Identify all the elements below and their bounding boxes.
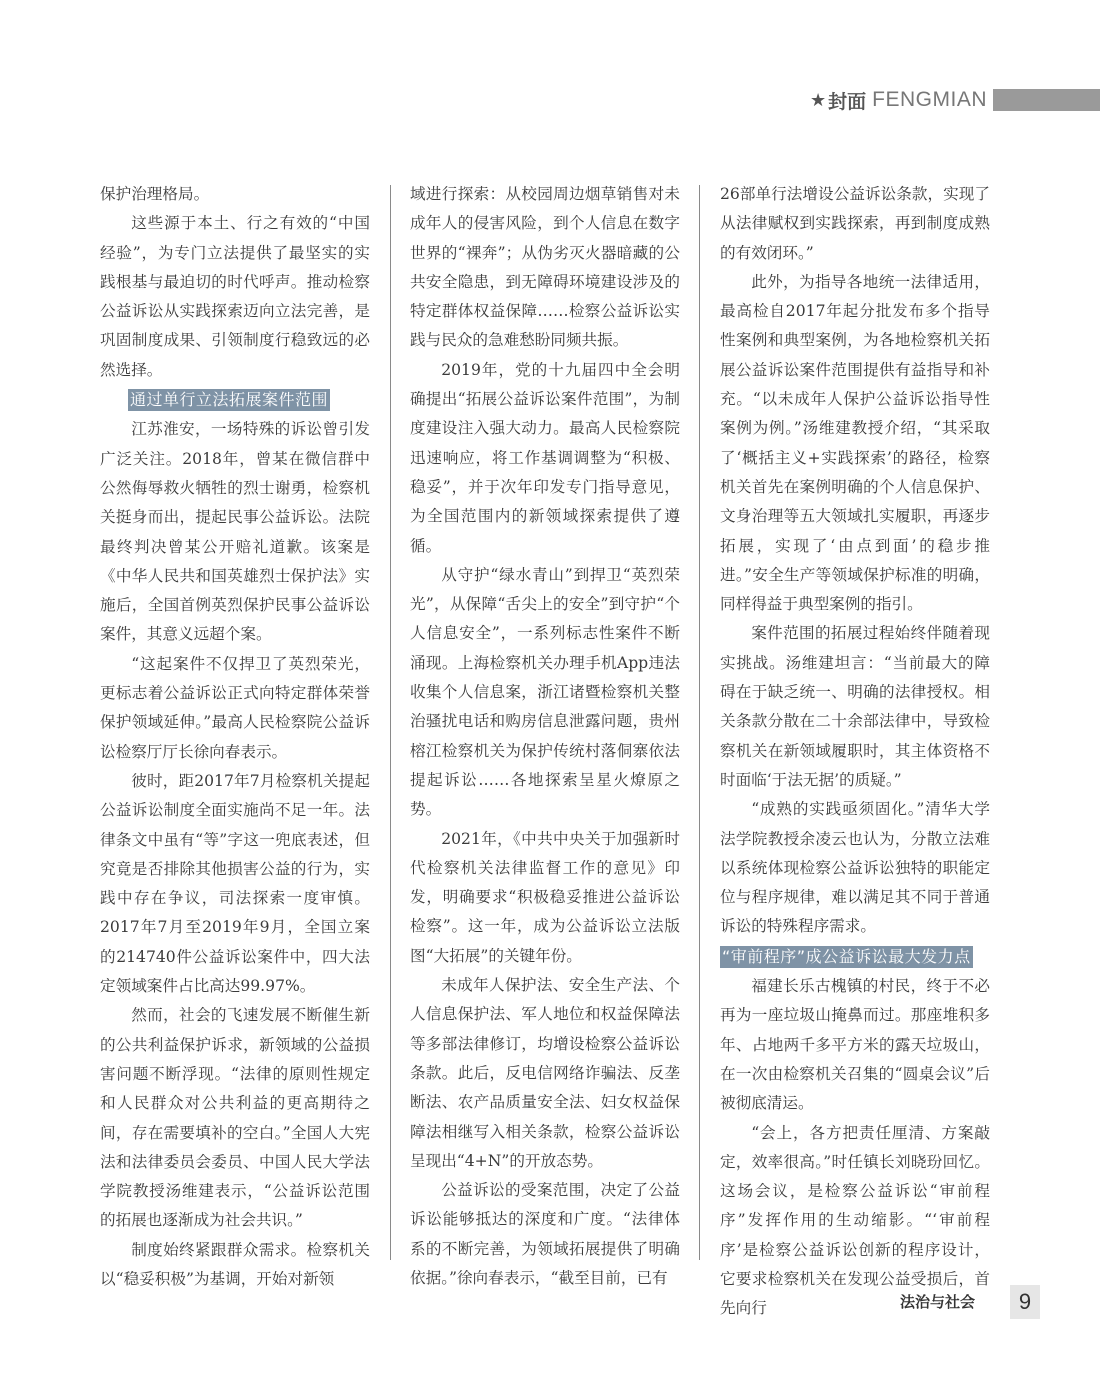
paragraph: 然而，社会的飞速发展不断催生新的公共利益保护诉求，新领域的公益损害问题不断浮现。“法律的原则性规定和人民群众对公共利益的更高期待之间，存在需要填补的空白。”全国人大宪法和法律委员会委员、中国人民大学法学院教授汤维建表示，“公益诉讼范围的拓展也逐渐成为社会共识。” — [100, 1006, 370, 1230]
section-title-cn: 封面 — [828, 90, 867, 113]
article-column-2 — [410, 180, 680, 1293]
paragraph: 案件范围的拓展过程始终伴随着现实挑战。汤维建坦言：“当前最大的障碍在于缺乏统一、明确的法律授权。相关条款分散在二十余部法律中，导致检察机关在新领域履职时，其主体资格不时面临‘于法无据’的质疑。” — [720, 624, 990, 789]
magazine-name: 法治与社会 — [900, 1293, 976, 1311]
paragraph: “这起案件不仅捍卫了英烈荣光，更标志着公益诉讼正式向特定群体荣誉保护领域延伸。”最高人民检察院公益诉讼检察厅厅长徐向春表示。 — [100, 654, 370, 761]
paragraph: 制度始终紧跟群众需求。检察机关以“稳妥积极”为基调，开始对新领 — [100, 1240, 370, 1288]
paragraph: 福建长乐古槐镇的村民，终于不必再为一座垃圾山掩鼻而过。那座堆积多年、占地两千多平方米的露天垃圾山，在一次由检察机关召集的“圆桌会议”后被彻底清运。 — [720, 977, 990, 1113]
section-header — [810, 88, 987, 112]
subheading-block — [100, 385, 370, 415]
paragraph: 从守护“绿水青山”到捍卫“英烈荣光”，从保障“舌尖上的安全”到守护“个人信息安全”，一系列标志性案件不断涌现。上海检察机关办理手机App违法收集个人信息案，浙江诸暨检察机关整治骚扰电话和购房信息泄露问题，贵州榕江检察机关为保护传统村落侗寨依法提起诉讼……各地探索呈星火燎原之势。 — [410, 565, 680, 819]
paragraph: 公益诉讼的受案范围，决定了公益诉讼能够抵达的深度和广度。“法律体系的不断完善，为领域拓展提供了明确依据。”徐向春表示，“截至目前，已有 — [410, 1181, 680, 1287]
paragraph: 2021年，《中共中央关于加强新时代检察机关法律监督工作的意见》印发，明确要求“积极稳妥推进公益诉讼检察”。这一年，成为公益诉讼立法版图“大拓展”的关键年份。 — [410, 829, 680, 965]
paragraph: 此外，为指导各地统一法律适用，最高检自2017年起分批发布多个指导性案例和典型案例，为各地检察机关拓展公益诉讼案件范围提供有益指导和补充。“以未成年人保护公益诉讼指导性案例为例。”汤维建教授介绍，“其采取了‘概括主义+实践探索’的路径，检察机关首先在案例明确的个人信息保护、文身治理等五大领域扎实履职，再逐步拓展，实现了‘由点到面’的稳步推进。”安全生产等领域保护标准的明确，同样得益于典型案例的指引。 — [720, 272, 990, 614]
paragraph: 2019年，党的十九届四中全会明确提出“拓展公益诉讼案件范围”，为制度建设注入强大动力。最高人民检察院迅速响应，将工作基调调整为“积极、稳妥”，并于次年印发专门指导意见，为全国范围内的新领域探索提供了遵循。 — [410, 360, 680, 555]
subheading-block — [720, 942, 990, 972]
paragraph: 域进行探索：从校园周边烟草销售对未成年人的侵害风险，到个人信息在数字世界的“裸奔”；从伪劣灭火器暗藏的公共安全隐患，到无障碍环境建设涉及的特定群体权益保障……检察公益诉讼实践与民众的急难愁盼同频共振。 — [410, 185, 680, 350]
article-column-1 — [100, 180, 370, 1294]
paragraph: “会上，各方把责任厘清、方案敲定，效率很高。”时任镇长刘晓玢回忆。这场会议，是检察公益诉讼“审前程序”发挥作用的生动缩影。“‘审前程序’是检察公益诉讼创新的程序设计，它要求检察机关在发现公益受损后，首先向行 — [720, 1123, 990, 1318]
subheading: 通过单行立法拓展案件范围 — [130, 390, 329, 410]
paragraph: “成熟的实践亟须固化。”清华大学法学院教授余凌云也认为，分散立法难以系统体现检察公益诉讼独特的职能定位与程序规律，难以满足其不同于普通诉讼的特殊程序需求。 — [720, 800, 990, 936]
article-column-3 — [720, 180, 990, 1324]
section-title-en: FENGMIAN — [872, 88, 987, 111]
paragraph: 未成年人保护法、安全生产法、个人信息保护法、军人地位和权益保障法等多部法律修订，均增设检察公益诉讼条款。此后，反电信网络诈骗法、反垄断法、农产品质量安全法、妇女权益保障法相继写入相关条款，检察公益诉讼呈现出“4+N”的开放态势。 — [410, 976, 680, 1170]
header-decorative-bar — [993, 89, 1100, 111]
paragraph: 彼时，距2017年7月检察机关提起公益诉讼制度全面实施尚不足一年。法律条文中虽有“等”字这一兜底表述，但究竟是否排除其他损害公益的行为，实践中存在争议，司法探索一度审慎。2017年7月至2019年9月，全国立案的214740件公益诉讼案件中，四大法定领域案件占比高达99.97%。 — [100, 771, 370, 996]
column-divider — [699, 185, 700, 1260]
paragraph: 26部单行法增设公益诉讼条款，实现了从法律赋权到实践探索，再到制度成熟的有效闭环。” — [720, 185, 990, 262]
paragraph: 保护治理格局。 — [100, 185, 210, 203]
column-divider — [390, 185, 391, 1260]
paragraph: 江苏淮安，一场特殊的诉讼曾引发广泛关注。2018年，曾某在微信群中公然侮辱救火牺牲的烈士谢勇，检察机关挺身而出，提起民事公益诉讼。法院最终判决曾某公开赔礼道歉。该案是《中华人民共和国英雄烈士保护法》实施后，全国首例英烈保护民事公益诉讼案件，其意义远超个案。 — [100, 420, 370, 644]
star-icon: ★ — [810, 89, 827, 111]
subheading: “审前程序”成公益诉讼最大发力点 — [722, 946, 971, 966]
page-number: 9 — [1010, 1285, 1040, 1319]
paragraph: 这些源于本土、行之有效的“中国经验”，为专门立法提供了最坚实的实践根基与最迫切的时代呼声。推动检察公益诉讼从实践探索迈向立法完善，是巩固制度成果、引领制度行稳致远的必然选择。 — [100, 214, 370, 379]
